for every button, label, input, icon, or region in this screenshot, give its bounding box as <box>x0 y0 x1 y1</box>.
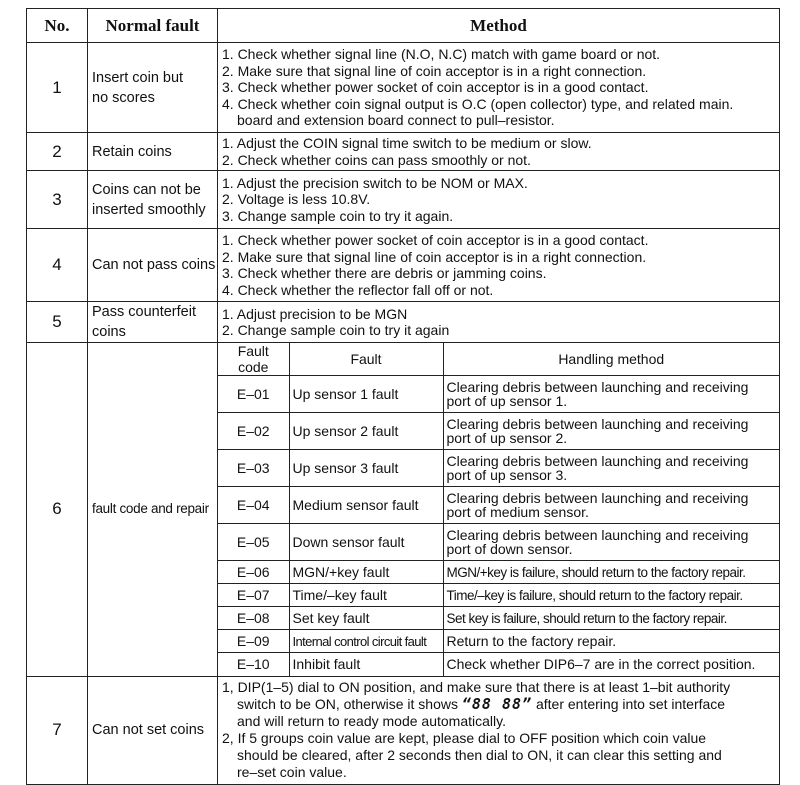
table-row <box>27 43 780 133</box>
fault-text: coins <box>92 324 126 340</box>
table-row <box>27 133 780 171</box>
method-line: 2. Check whether coins can pass smoothly or not. <box>222 151 531 168</box>
fault-name: Up sensor 1 fault <box>289 376 443 413</box>
method-text: after entering into set interface <box>535 696 726 712</box>
fault-code: E–09 <box>218 630 289 653</box>
row-number: 7 <box>27 676 88 784</box>
row-number: 3 <box>27 171 88 229</box>
fault-text: no scores <box>92 89 155 106</box>
method-cell <box>218 302 780 343</box>
method-line: 2, If 5 groups coin value are kept, please dial to OFF position which coin value <box>222 730 707 746</box>
fault-code-cell <box>218 343 780 677</box>
fault-name: Internal control circuit fault <box>289 630 443 653</box>
fault-text: fault code and repair <box>92 501 209 517</box>
handling-method <box>443 487 779 524</box>
handling-line: Clearing debris between launching and receiving <box>446 490 749 506</box>
fault-code: E–07 <box>218 584 289 607</box>
header-row <box>27 9 780 43</box>
fault-name: Inhibit fault <box>289 653 443 676</box>
method-cell <box>218 171 780 229</box>
header-method: Method <box>218 9 780 43</box>
method-line: 3. Check whether there are debris or jamming coins. <box>222 265 547 281</box>
fault-name: Medium sensor fault <box>289 487 443 524</box>
handling-method: MGN/+key is failure, should return to the factory repair. <box>443 561 779 584</box>
header-fault-code: Fault code <box>218 343 289 376</box>
fault-cell <box>88 133 218 171</box>
method-line: should be cleared, after 2 seconds then dial to ON, it can clear this setting and <box>237 747 722 763</box>
handling-method: Return to the factory repair. <box>443 630 779 653</box>
method-cell <box>218 229 780 302</box>
method-cell <box>218 133 780 171</box>
fault-code-row <box>218 524 779 561</box>
fault-text: Retain coins <box>92 143 172 160</box>
fault-code: E–01 <box>218 376 289 413</box>
handling-line: Clearing debris between launching and receiving <box>446 453 749 469</box>
handling-method <box>443 524 779 561</box>
fault-method-table <box>26 8 780 785</box>
fault-code: E–02 <box>218 413 289 450</box>
fault-code-row <box>218 607 779 630</box>
handling-method: Check whether DIP6–7 are in the correct position. <box>443 653 779 676</box>
fault-name: Time/–key fault <box>289 584 443 607</box>
method-line: 1, DIP(1–5) dial to ON position, and make sure that there is at least 1–bit authority <box>222 679 731 695</box>
fault-cell <box>88 43 218 133</box>
method-line: 1. Adjust precision to be MGN <box>222 305 408 322</box>
fault-code: E–05 <box>218 524 289 561</box>
handling-method <box>443 450 779 487</box>
table-row <box>27 343 780 677</box>
method-line: and will return to ready mode automatically. <box>237 713 506 729</box>
handling-method <box>443 376 779 413</box>
row-number: 1 <box>27 43 88 133</box>
table-row <box>27 171 780 229</box>
handling-line: port of up sensor 1. <box>446 393 568 409</box>
method-line: 2. Make sure that signal line of coin acceptor is in a right connection. <box>222 248 647 265</box>
fault-code-header-row <box>218 343 779 376</box>
method-cell <box>218 43 780 133</box>
fault-cell <box>88 302 218 343</box>
fault-name: Down sensor fault <box>289 524 443 561</box>
method-cell <box>218 676 780 784</box>
fault-text: Coins can not be <box>92 181 201 198</box>
fault-text: Can not set coins <box>92 722 205 738</box>
fault-name: Set key fault <box>289 607 443 630</box>
handling-line: port of up sensor 2. <box>446 430 568 446</box>
method-line: 4. Check whether coin signal output is O.C (open collector) type, and related main. <box>222 95 734 112</box>
fault-code-row <box>218 487 779 524</box>
method-line: 4. Check whether the reflector fall off or not. <box>222 281 494 298</box>
fault-cell <box>88 229 218 302</box>
fault-code-row <box>218 584 779 607</box>
header-normal-fault: Normal fault <box>88 9 218 43</box>
handling-line: port of up sensor 3. <box>446 467 568 483</box>
fault-cell <box>88 676 218 784</box>
row-number: 5 <box>27 302 88 343</box>
fault-name: Up sensor 2 fault <box>289 413 443 450</box>
method-line: 3. Check whether power socket of coin acceptor is in a good contact. <box>222 79 649 96</box>
row-number: 4 <box>27 229 88 302</box>
method-text: switch to be ON, otherwise it shows <box>237 696 458 712</box>
method-line: re–set coin value. <box>237 764 347 780</box>
method-line: 3. Change sample coin to try it again. <box>222 207 454 224</box>
table-row <box>27 229 780 302</box>
fault-name: Up sensor 3 fault <box>289 450 443 487</box>
table-row <box>27 676 780 784</box>
handling-line: Clearing debris between launching and receiving <box>446 379 749 395</box>
row-number: 6 <box>27 343 88 677</box>
fault-code: E–06 <box>218 561 289 584</box>
fault-cell <box>88 171 218 229</box>
method-line: 1. Adjust the precision switch to be NOM or MAX. <box>222 174 528 191</box>
method-line: 1. Check whether power socket of coin acceptor is in a good contact. <box>222 232 649 248</box>
method-line <box>222 696 776 713</box>
table-row <box>27 302 780 343</box>
fault-table-sheet <box>26 8 779 780</box>
fault-code-row <box>218 413 779 450</box>
header-fault: Fault <box>289 343 443 376</box>
handling-line: Clearing debris between launching and receiving <box>446 416 749 432</box>
handling-method <box>443 413 779 450</box>
fault-code-row <box>218 630 779 653</box>
fault-name: MGN/+key fault <box>289 561 443 584</box>
fault-code-row <box>218 653 779 676</box>
fault-text: Insert coin but <box>92 69 184 86</box>
fault-text: Pass counterfeit <box>92 304 196 320</box>
method-line: 2. Make sure that signal line of coin acceptor is in a right connection. <box>222 62 647 79</box>
handling-line: port of medium sensor. <box>446 504 589 520</box>
handling-line: port of down sensor. <box>446 541 573 557</box>
fault-code: E–08 <box>218 607 289 630</box>
fault-code-row <box>218 450 779 487</box>
fault-code: E–10 <box>218 653 289 676</box>
handling-method: Set key is failure, should return to the factory repair. <box>443 607 779 630</box>
row-number: 2 <box>27 133 88 171</box>
method-line: 1. Check whether signal line (N.O, N.C) match with game board or not. <box>222 46 661 63</box>
fault-code: E–03 <box>218 450 289 487</box>
method-line: board and extension board connect to pull–resistor. <box>237 112 555 129</box>
header-handling-method: Handling method <box>443 343 779 376</box>
segment-display-text: “88 88” <box>461 695 533 713</box>
fault-text: inserted smoothly <box>92 201 206 218</box>
method-line: 2. Voltage is less 10.8V. <box>222 191 371 208</box>
fault-code-row <box>218 561 779 584</box>
handling-line: Clearing debris between launching and receiving <box>446 527 749 543</box>
fault-cell <box>88 343 218 677</box>
header-no: No. <box>27 9 88 43</box>
fault-code-row <box>218 376 779 413</box>
method-line: 1. Adjust the COIN signal time switch to be medium or slow. <box>222 135 592 151</box>
fault-code: E–04 <box>218 487 289 524</box>
method-line: 2. Change sample coin to try it again <box>222 322 450 338</box>
handling-method: Time/–key is failure, should return to the factory repair. <box>443 584 779 607</box>
fault-code-table <box>218 343 779 676</box>
fault-text: Can not pass coins <box>92 257 216 273</box>
